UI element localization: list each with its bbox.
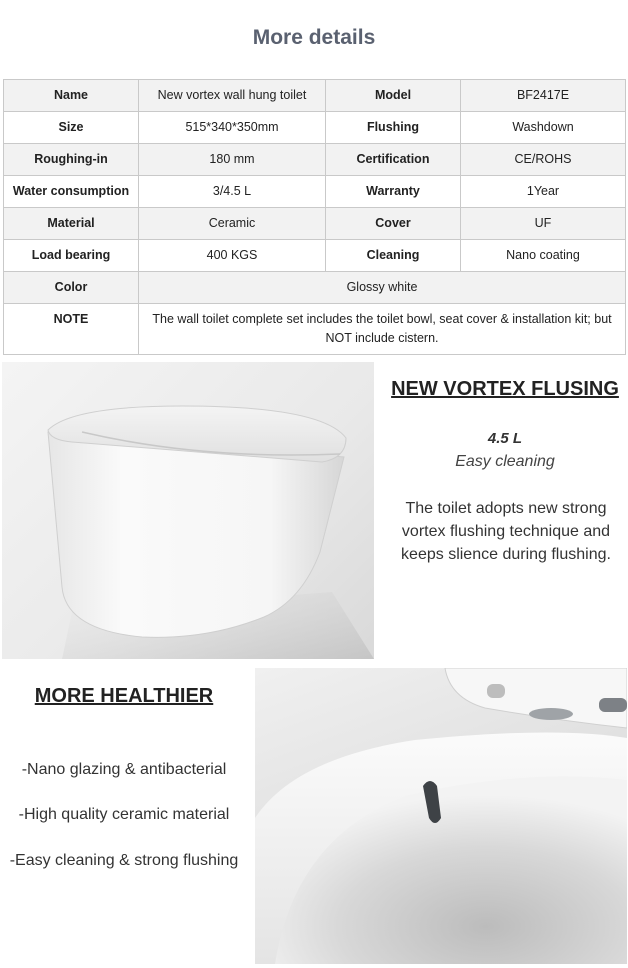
- spec-key: Certification: [326, 144, 461, 176]
- spec-key: Name: [4, 80, 139, 112]
- spec-key: NOTE: [4, 304, 139, 355]
- table-row: [4, 80, 626, 112]
- spec-value: 3/4.5 L: [139, 176, 326, 208]
- spec-key: Load bearing: [4, 240, 139, 272]
- table-row: [4, 208, 626, 240]
- spec-value: 1Year: [461, 176, 626, 208]
- spec-value: 180 mm: [139, 144, 326, 176]
- table-row: [4, 272, 626, 304]
- spec-value: Glossy white: [139, 272, 626, 304]
- spec-key: Flushing: [326, 112, 461, 144]
- spec-value: Washdown: [461, 112, 626, 144]
- toilet-bowl-closeup-image: [255, 668, 627, 964]
- healthier-item: -Easy cleaning & strong flushing: [9, 852, 239, 869]
- spec-key: Size: [4, 112, 139, 144]
- spec-value: New vortex wall hung toilet: [139, 80, 326, 112]
- spec-key: Cover: [326, 208, 461, 240]
- spec-table: [3, 79, 626, 355]
- vortex-subtitle: Easy cleaning: [455, 453, 555, 470]
- table-row: [4, 304, 626, 355]
- spec-key: Model: [326, 80, 461, 112]
- vortex-description: The toilet adopts new strong vortex flushing technique and keeps slience during flushing.: [401, 500, 611, 563]
- table-row: [4, 176, 626, 208]
- section-title: More details: [252, 26, 376, 49]
- healthier-item: -High quality ceramic material: [18, 806, 230, 823]
- toilet-side-image: [2, 362, 374, 659]
- spec-value: 400 KGS: [139, 240, 326, 272]
- spec-key: Cleaning: [326, 240, 461, 272]
- spec-value: The wall toilet complete set includes the toilet bowl, seat cover & installation kit; but NOT include cistern.: [139, 304, 626, 355]
- healthier-item: -Nano glazing & antibacterial: [21, 761, 227, 778]
- spec-value: 515*340*350mm: [139, 112, 326, 144]
- spec-value: Nano coating: [461, 240, 626, 272]
- spec-key: Material: [4, 208, 139, 240]
- vortex-volume: 4.5 L: [487, 430, 523, 447]
- spec-value: BF2417E: [461, 80, 626, 112]
- healthier-heading: MORE HEALTHIER: [34, 685, 214, 707]
- spec-value: Ceramic: [139, 208, 326, 240]
- spec-key: Color: [4, 272, 139, 304]
- vortex-heading: NEW VORTEX FLUSING: [391, 378, 619, 400]
- spec-value: CE/ROHS: [461, 144, 626, 176]
- spec-key: Roughing-in: [4, 144, 139, 176]
- spec-key: Warranty: [326, 176, 461, 208]
- table-row: [4, 112, 626, 144]
- spec-key: Water consumption: [4, 176, 139, 208]
- table-row: [4, 144, 626, 176]
- spec-value: UF: [461, 208, 626, 240]
- table-row: [4, 240, 626, 272]
